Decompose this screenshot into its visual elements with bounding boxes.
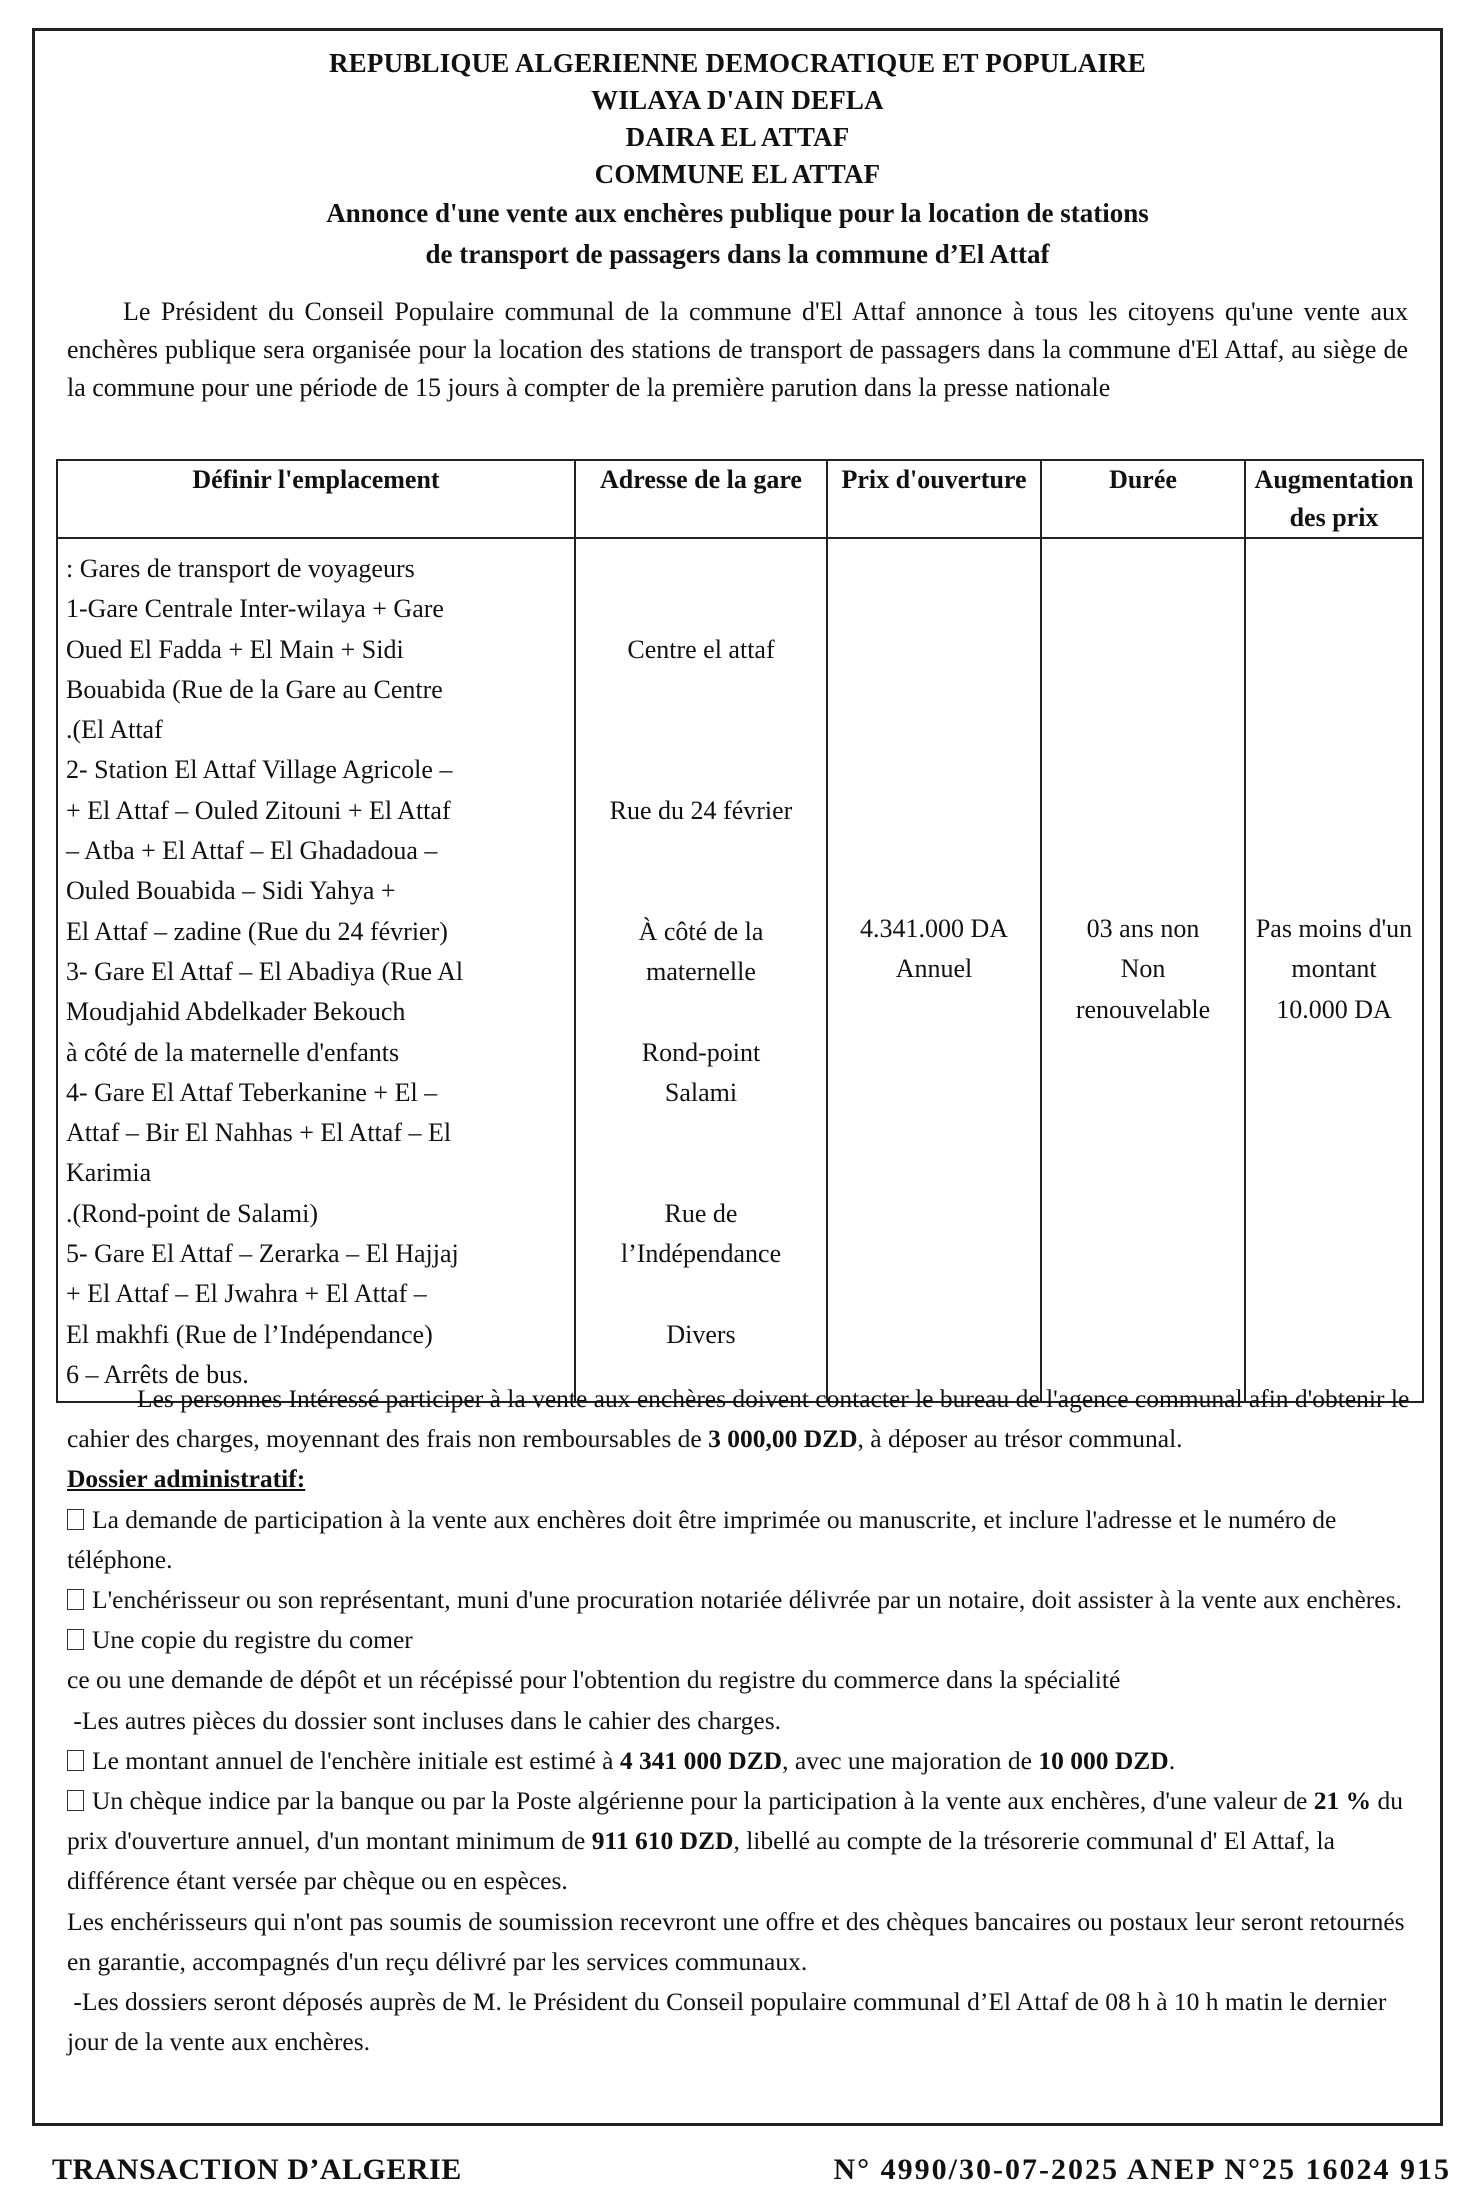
checkbox-square-icon (67, 1790, 84, 1811)
duree-line3: renouvelable (1075, 994, 1211, 1024)
dossier-item-4: Le montant annuel de l'enchère initiale est estimé à 4 341 000 DZD, avec une majoration de 10 000 DZD. (67, 1741, 1412, 1781)
emplacement-cell (57, 538, 575, 1402)
footer-publication: TRANSACTION D’ALGERIE (52, 2153, 462, 2186)
emplacement-line: – Atba + El Attaf – El Ghadadoua – (66, 836, 438, 866)
augmentation-line3: 10.000 DA (1276, 994, 1392, 1024)
adresse-line: Centre el attaf (627, 634, 775, 664)
checkbox-square-icon (67, 1589, 84, 1610)
paragraph-depot: -Les dossiers seront déposés auprès de M. le Président du Conseil populaire communal d’El Attaf de 08 h à 10 h matin le dernier jour de la vente aux enchères. (67, 1987, 1387, 2057)
check-minimum-amount: 911 610 DZD (591, 1826, 734, 1856)
dossier-item-2: L'enchérisseur ou son représentant, muni d'une procuration notariée délivrée par un notaire, doit assister à la vente aux enchères. (67, 1580, 1412, 1620)
adresse-entry (577, 630, 825, 670)
col-header-duree: Durée (1041, 460, 1245, 538)
adresse-line: Salami (664, 1077, 738, 1107)
adresse-entry (577, 1033, 825, 1114)
prix-cell (827, 538, 1041, 1402)
checkbox-square-icon (67, 1750, 84, 1771)
prix-period: Annuel (895, 954, 973, 984)
col-header-emplacement: Définir l'emplacement (57, 460, 575, 538)
table-header-row (57, 460, 1423, 538)
col-header-adresse: Adresse de la gare (575, 460, 827, 538)
adresse-line: l’Indépendance (620, 1239, 782, 1269)
paragraph-return: Les enchérisseurs qui n'ont pas soumis de soumission recevront une offre et des chèques bancaires ou postaux leur seront retournés en garantie, accompagnés d'un reçu délivré par les services communaux. (67, 1906, 1405, 1976)
adresse-lines (577, 539, 825, 1351)
dossier-item-3: Une copie du registre du comer (67, 1620, 1412, 1660)
emplacement-lines (66, 549, 566, 1395)
adresse-entry (577, 1194, 825, 1275)
adresse-line: Rond-point (641, 1037, 761, 1067)
intro-paragraph (67, 293, 1408, 407)
emplacement-line: El Attaf – zadine (Rue du 24 février) (66, 916, 448, 946)
emplacement-line: Karimia (66, 1158, 152, 1188)
fee-amount: 3 000,00 DZD (708, 1424, 858, 1454)
header (35, 45, 1440, 275)
emplacement-line: .(El Attaf (66, 715, 163, 745)
table-row (57, 538, 1423, 1402)
adresse-cell (575, 538, 827, 1402)
emplacement-line: 6 – Arrêts de bus. (66, 1359, 249, 1389)
footer-reference: N° 4990/30-07-2025 ANEP N°25 16024 915 (833, 2153, 1451, 2186)
dossier-item-3-continued: ce ou une demande de dépôt et un récépissé pour l'obtention du registre du commerce dans la spécialité (67, 1665, 1121, 1695)
checkbox-square-icon (67, 1509, 84, 1530)
dossier-note: -Les autres pièces du dossier sont incluses dans le cahier des charges. (73, 1705, 782, 1735)
adresse-line: Rue de (664, 1198, 738, 1228)
augmentation-line1: Pas moins d'un (1255, 914, 1413, 943)
emplacement-line: Moudjahid Abdelkader Bekouch (66, 997, 406, 1027)
initial-bid-amount: 4 341 000 DZD (619, 1745, 783, 1775)
adresse-entry (577, 791, 825, 831)
emplacement-line: 2- Station El Attaf Village Agricole – (66, 755, 453, 785)
announcement-title-line2: de transport de passagers dans la commune d’El Attaf (425, 239, 1050, 269)
emplacement-line: + El Attaf – El Jwahra + El Attaf – (66, 1279, 427, 1309)
duree-line2: Non (1120, 954, 1166, 984)
stations-table (56, 459, 1424, 1403)
augmentation-line2: montant (1291, 954, 1377, 984)
emplacement-line: Attaf – Bir El Nahhas + El Attaf – El (66, 1118, 452, 1148)
augmentation-cell (1245, 538, 1423, 1402)
col-header-augmentation: Augmentation des prix (1245, 460, 1423, 538)
prix-amount: 4.341.000 DA (859, 914, 1009, 943)
adresse-line: Rue du 24 février (609, 795, 793, 825)
duree-line1: 03 ans non (1086, 914, 1200, 943)
paragraph-cahier-charges: Les personnes Intéressé participer à la vente aux enchères doivent contacter le bureau de l'agence communal afin d'obtenir le cahier des charges, moyennant des frais non remboursables de 3 000,00 DZD, à déposer au trésor communal. (67, 1384, 1410, 1454)
adresse-entry (577, 912, 825, 993)
header-daira: DAIRA EL ATTAF (625, 122, 850, 152)
emplacement-line: .(Rond-point de Salami) (66, 1198, 319, 1228)
announcement-frame (32, 28, 1443, 2126)
header-republic: REPUBLIQUE ALGERIENNE DEMOCRATIQUE ET POPULAIRE (328, 48, 1147, 78)
col-header-prix: Prix d'ouverture (827, 460, 1041, 538)
dossier-item-1: La demande de participation à la vente aux enchères doit être imprimée ou manuscrite, et inclure l'adresse et le numéro de téléphone. (67, 1504, 1337, 1574)
announcement-body (67, 1379, 1412, 2062)
emplacement-line: Bouabida (Rue de la Gare au Centre (66, 674, 443, 704)
adresse-line: À côté de la (638, 916, 764, 946)
intro-text: Le Président du Conseil Populaire communal de la commune d'El Attaf annonce à tous les citoyens qu'une vente aux enchères publique sera organisée pour la location des stations de transport de passagers dans la commune d'El Attaf, au siège de la commune pour une période de 15 jours à compter de la première parution dans la presse nationale (67, 297, 1408, 402)
checkbox-square-icon (67, 1629, 84, 1650)
emplacement-line: El makhfi (Rue de l’Indépendance) (66, 1319, 433, 1349)
check-percentage: 21 % (1313, 1786, 1372, 1816)
emplacement-line: 1-Gare Centrale Inter-wilaya + Gare (66, 594, 444, 624)
emplacement-line: Oued El Fadda + El Main + Sidi (66, 634, 404, 664)
adresse-line: maternelle (646, 956, 756, 986)
dossier-item-5: Un chèque indice par la banque ou par la Poste algérienne pour la participation à la vente aux enchères, d'une valeur de 21 % du prix d'ouverture annuel, d'un montant minimum de 911 610 DZD, libellé au compte de la trésorerie communal d' El Attaf, la différence étant versée par chèque ou en espèces. (67, 1786, 1403, 1896)
increment-amount: 10 000 DZD (1038, 1745, 1169, 1775)
emplacement-line: Ouled Bouabida – Sidi Yahya + (66, 876, 396, 906)
emplacement-line: 3- Gare El Attaf – El Abadiya (Rue Al (66, 956, 464, 986)
header-commune: COMMUNE EL ATTAF (594, 159, 881, 189)
duree-cell (1041, 538, 1245, 1402)
emplacement-line: : Gares de transport de voyageurs (66, 554, 415, 583)
emplacement-line: 5- Gare El Attaf – Zerarka – El Hajjaj (66, 1239, 459, 1269)
emplacement-line: à côté de la maternelle d'enfants (66, 1037, 400, 1067)
emplacement-line: 4- Gare El Attaf Teberkanine + El – (66, 1077, 438, 1107)
adresse-line: Divers (666, 1319, 736, 1349)
footer (52, 2148, 1451, 2192)
dossier-title: Dossier administratif: (67, 1464, 306, 1494)
adresse-entry (577, 1315, 825, 1355)
announcement-title-line1: Annonce d'une vente aux enchères publique pour la location de stations (326, 198, 1149, 228)
emplacement-line: + El Attaf – Ouled Zitouni + El Attaf (66, 795, 451, 825)
header-wilaya: WILAYA D'AIN DEFLA (591, 85, 884, 115)
